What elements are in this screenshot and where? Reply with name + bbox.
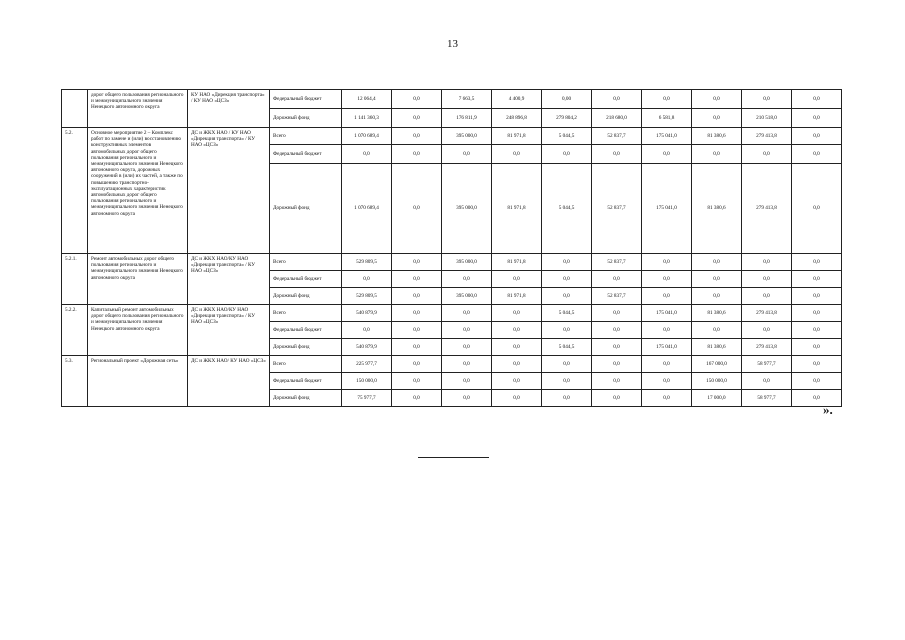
amount-cell: 0,0: [442, 339, 492, 356]
table-row: [62, 90, 842, 109]
amount-cell: 5 044,5: [542, 339, 592, 356]
footer-divider: [418, 457, 489, 458]
responsible-org: ДС и ЖКХ НАО/КУ НАО «Дирекция транспорта» / КУ НАО «ЦСЗ»: [188, 254, 270, 305]
item-description: Капитальный ремонт автомобильных дорог общего пользования регионального и межмуниципального значения Ненецкого автономного округа: [88, 305, 188, 356]
amount-cell: 0,0: [692, 145, 742, 164]
amount-cell: 0,0: [492, 373, 542, 390]
amount-cell: 0,0: [392, 254, 442, 271]
funding-source: Дорожный фонд: [270, 390, 342, 407]
amount-cell: 176 811,9: [442, 109, 492, 128]
amount-cell: 12 064,4: [342, 90, 392, 109]
amount-cell: 81 971,8: [492, 128, 542, 145]
item-description: Основное мероприятие 2 – Комплекс работ по замене и (или) восстановлению конструктивных элементов автомобильных дорог общего пользования регионального и межмуниципального значения Ненецкого автономного округа, дорожных сооружений в (или) их частей, а также по повышению транспортно-эксплуатационных характеристик автомобильных дорог общего пользования регионального и межмуниципального значения Ненецкого автономного округа: [88, 128, 188, 254]
amount-cell: 0,0: [742, 288, 792, 305]
funding-source: Федеральный бюджет: [270, 322, 342, 339]
amount-cell: 1 141 360,3: [342, 109, 392, 128]
amount-cell: 175 041,0: [642, 339, 692, 356]
amount-cell: 0,0: [542, 356, 592, 373]
amount-cell: 0,0: [592, 322, 642, 339]
amount-cell: 0,0: [642, 322, 692, 339]
amount-cell: 81 971,8: [492, 254, 542, 271]
amount-cell: 5 044,5: [542, 305, 592, 322]
funding-source: Дорожный фонд: [270, 339, 342, 356]
amount-cell: 150 000,0: [692, 373, 742, 390]
table-row: [62, 305, 842, 322]
amount-cell: 0,0: [542, 254, 592, 271]
funding-source: Дорожный фонд: [270, 288, 342, 305]
amount-cell: 58 977,7: [742, 390, 792, 407]
amount-cell: 0,0: [492, 339, 542, 356]
amount-cell: 0,0: [442, 390, 492, 407]
amount-cell: 0,0: [542, 271, 592, 288]
responsible-org: ДС и ЖКХ НАО/ КУ НАО «ЦСЗ»: [188, 356, 270, 407]
funding-source: Дорожный фонд: [270, 164, 342, 254]
amount-cell: 150 000,0: [342, 373, 392, 390]
amount-cell: 0,0: [492, 305, 542, 322]
amount-cell: 0,0: [442, 145, 492, 164]
funding-source: Всего: [270, 254, 342, 271]
amount-cell: 0,0: [642, 390, 692, 407]
budget-table: [61, 89, 842, 407]
amount-cell: 0,0: [792, 305, 842, 322]
amount-cell: 0,0: [392, 109, 442, 128]
item-description: дорог общего пользования регионального и межмуниципального значения Ненецкого автономного округа: [88, 90, 188, 128]
amount-cell: 0,0: [492, 390, 542, 407]
amount-cell: 0,0: [792, 271, 842, 288]
amount-cell: 0,0: [792, 373, 842, 390]
amount-cell: 0,0: [792, 356, 842, 373]
amount-cell: 0,0: [692, 271, 742, 288]
amount-cell: 0,0: [392, 305, 442, 322]
amount-cell: 210 518,0: [742, 109, 792, 128]
amount-cell: 0,0: [742, 90, 792, 109]
amount-cell: 0,0: [692, 109, 742, 128]
amount-cell: 0,0: [792, 254, 842, 271]
amount-cell: 0,0: [392, 271, 442, 288]
amount-cell: 0,0: [492, 271, 542, 288]
amount-cell: 0,0: [392, 322, 442, 339]
amount-cell: 0,0: [592, 90, 642, 109]
amount-cell: 0,0: [392, 164, 442, 254]
amount-cell: 0,0: [392, 145, 442, 164]
item-number: 5.2.2.: [62, 305, 88, 356]
amount-cell: 4 400,9: [492, 90, 542, 109]
amount-cell: 0,0: [392, 390, 442, 407]
amount-cell: 0,0: [642, 356, 692, 373]
amount-cell: 0,0: [492, 356, 542, 373]
amount-cell: 0,0: [492, 322, 542, 339]
amount-cell: 1 070 689,4: [342, 128, 392, 145]
funding-source: Федеральный бюджет: [270, 373, 342, 390]
amount-cell: 540 879,9: [342, 339, 392, 356]
funding-source: Дорожный фонд: [270, 109, 342, 128]
amount-cell: 81 380,6: [692, 305, 742, 322]
amount-cell: 395 000,0: [442, 254, 492, 271]
amount-cell: 0,0: [792, 288, 842, 305]
amount-cell: 0,0: [342, 145, 392, 164]
table-row: [62, 356, 842, 373]
amount-cell: 279 413,8: [742, 339, 792, 356]
amount-cell: 529 809,5: [342, 288, 392, 305]
amount-cell: 0,0: [342, 271, 392, 288]
amount-cell: 0,0: [742, 322, 792, 339]
amount-cell: 0,0: [692, 254, 742, 271]
amount-cell: 52 837,7: [592, 288, 642, 305]
amount-cell: 0,0: [792, 390, 842, 407]
amount-cell: 529 809,5: [342, 254, 392, 271]
amount-cell: 0,0: [792, 109, 842, 128]
amount-cell: 0,0: [592, 305, 642, 322]
amount-cell: 52 837,7: [592, 128, 642, 145]
closing-quote: ».: [823, 402, 833, 417]
amount-cell: 0,0: [642, 288, 692, 305]
amount-cell: 0,0: [792, 90, 842, 109]
amount-cell: 0,0: [392, 128, 442, 145]
item-number: 5.2.1.: [62, 254, 88, 305]
amount-cell: 167 000,0: [692, 356, 742, 373]
amount-cell: 0,0: [542, 322, 592, 339]
amount-cell: 218 680,0: [592, 109, 642, 128]
table-row: [62, 254, 842, 271]
amount-cell: 395 000,0: [442, 288, 492, 305]
amount-cell: 225 977,7: [342, 356, 392, 373]
amount-cell: 0,0: [742, 254, 792, 271]
amount-cell: 81 380,6: [692, 339, 742, 356]
amount-cell: 0,0: [392, 373, 442, 390]
amount-cell: 7 663,5: [442, 90, 492, 109]
amount-cell: 0,0: [792, 339, 842, 356]
amount-cell: 0,0: [642, 271, 692, 288]
item-number: [62, 90, 88, 128]
page-number: 13: [447, 38, 458, 50]
amount-cell: 81 380,6: [692, 164, 742, 254]
amount-cell: 0,0: [592, 339, 642, 356]
amount-cell: 0,0: [392, 90, 442, 109]
amount-cell: 81 971,8: [492, 288, 542, 305]
amount-cell: 0,0: [342, 322, 392, 339]
amount-cell: 1 070 689,4: [342, 164, 392, 254]
amount-cell: 75 977,7: [342, 390, 392, 407]
table-row: [62, 128, 842, 145]
funding-source: Федеральный бюджет: [270, 271, 342, 288]
amount-cell: 0,0: [592, 145, 642, 164]
amount-cell: 248 896,8: [492, 109, 542, 128]
amount-cell: 0,0: [542, 288, 592, 305]
amount-cell: 0,0: [692, 90, 742, 109]
amount-cell: 0,0: [742, 373, 792, 390]
funding-source: Федеральный бюджет: [270, 90, 342, 109]
amount-cell: 0,0: [492, 145, 542, 164]
amount-cell: 175 041,0: [642, 128, 692, 145]
funding-source: Всего: [270, 305, 342, 322]
responsible-org: ДС и ЖКХ НАО / КУ НАО «Дирекция транспорта» / КУ НАО «ЦСЗ»: [188, 128, 270, 254]
amount-cell: 0,0: [392, 356, 442, 373]
funding-source: Всего: [270, 356, 342, 373]
amount-cell: 0,0: [592, 356, 642, 373]
amount-cell: 52 837,7: [592, 164, 642, 254]
amount-cell: 17 000,0: [692, 390, 742, 407]
amount-cell: 0,0: [392, 288, 442, 305]
amount-cell: 5 044,5: [542, 128, 592, 145]
item-description: Ремонт автомобильных дорог общего пользования регионального и межмуниципального значения Ненецкого автономного округа: [88, 254, 188, 305]
amount-cell: 0,0: [592, 373, 642, 390]
amount-cell: 52 837,7: [592, 254, 642, 271]
amount-cell: 395 000,0: [442, 164, 492, 254]
amount-cell: 0,00: [542, 90, 592, 109]
amount-cell: 81 971,8: [492, 164, 542, 254]
amount-cell: 6 581,8: [642, 109, 692, 128]
amount-cell: 0,0: [542, 145, 592, 164]
amount-cell: 0,0: [392, 339, 442, 356]
amount-cell: 395 000,0: [442, 128, 492, 145]
responsible-org: ДС и ЖКХ НАО/КУ НАО «Дирекция транспорта» / КУ НАО «ЦСЗ»: [188, 305, 270, 356]
amount-cell: 0,0: [642, 373, 692, 390]
amount-cell: 0,0: [792, 145, 842, 164]
amount-cell: 0,0: [542, 373, 592, 390]
amount-cell: 0,0: [442, 271, 492, 288]
item-number: 5.2.: [62, 128, 88, 254]
amount-cell: 0,0: [692, 322, 742, 339]
amount-cell: 0,0: [442, 305, 492, 322]
amount-cell: 0,0: [592, 390, 642, 407]
amount-cell: 0,0: [642, 145, 692, 164]
amount-cell: 5 044,5: [542, 164, 592, 254]
responsible-org: КУ НАО «Дирекция транспорта» / КУ НАО «ЦСЗ»: [188, 90, 270, 128]
amount-cell: 0,0: [792, 164, 842, 254]
amount-cell: 540 879,9: [342, 305, 392, 322]
amount-cell: 175 041,0: [642, 305, 692, 322]
item-description: Региональный проект «Дорожная сеть»: [88, 356, 188, 407]
amount-cell: 0,0: [442, 322, 492, 339]
amount-cell: 279 413,8: [742, 128, 792, 145]
amount-cell: 0,0: [642, 90, 692, 109]
amount-cell: 0,0: [642, 254, 692, 271]
amount-cell: 0,0: [592, 271, 642, 288]
amount-cell: 0,0: [692, 288, 742, 305]
amount-cell: 0,0: [442, 356, 492, 373]
amount-cell: 0,0: [442, 373, 492, 390]
amount-cell: 0,0: [792, 322, 842, 339]
funding-source: Всего: [270, 128, 342, 145]
amount-cell: 279 413,8: [742, 164, 792, 254]
amount-cell: 175 041,0: [642, 164, 692, 254]
amount-cell: 81 380,6: [692, 128, 742, 145]
amount-cell: 0,0: [742, 145, 792, 164]
amount-cell: 279 804,2: [542, 109, 592, 128]
amount-cell: 58 977,7: [742, 356, 792, 373]
funding-source: Федеральный бюджет: [270, 145, 342, 164]
amount-cell: 0,0: [792, 128, 842, 145]
amount-cell: 0,0: [742, 271, 792, 288]
amount-cell: 279 413,8: [742, 305, 792, 322]
amount-cell: 0,0: [542, 390, 592, 407]
item-number: 5.3.: [62, 356, 88, 407]
